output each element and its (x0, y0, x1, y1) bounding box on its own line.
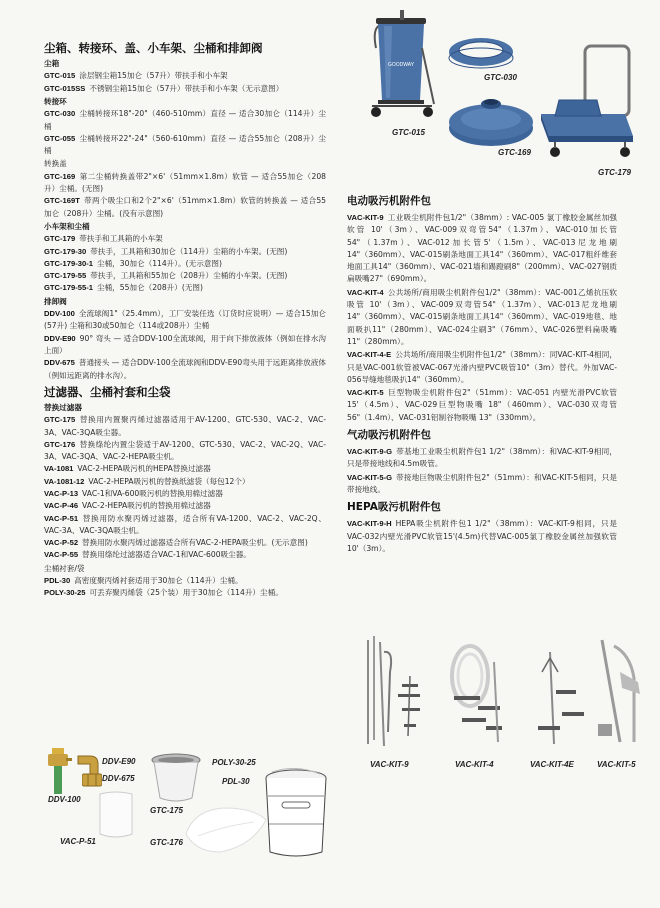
product-code: GTC-015 (44, 71, 76, 81)
product-item (44, 549, 326, 561)
product-code: POLY-30-25 (44, 588, 86, 598)
product-code: GTC-015SS (44, 83, 86, 93)
product-code: GTC-179-55 (44, 271, 87, 281)
kit-item (347, 446, 617, 471)
product-code: GTC-175 (44, 415, 76, 425)
kit-code: VAC-KIT-4-E (347, 350, 392, 360)
product-item (44, 463, 326, 475)
kit-item (347, 387, 617, 424)
kit-code: VAC-KIT-4 (347, 287, 384, 297)
product-description: 替换绦纶内置尘袋适于AV-1200、GTC-530、VAC-2、VAC-2Q、VAC-3A、VAC-3QA、VAC-2-HEPA吸尘机。 (44, 439, 326, 462)
product-description: 高密度聚丙烯衬套适用于30加仑（114升）尘桶。 (74, 576, 243, 586)
pp-filter-image (96, 790, 136, 840)
product-code: GTC-169 (44, 171, 76, 181)
product-code: VA-1081-12 (44, 476, 85, 486)
subsection-heading: 转换盖 (44, 159, 67, 169)
caption-gtc030: GTC-030 (484, 73, 517, 82)
vacuum-canister-image (362, 8, 442, 128)
caption-vac-kit-4e: VAC-KIT-4E (530, 760, 574, 769)
kit-code: VAC-KIT-9-H (347, 519, 392, 529)
caption-poly-30-25: POLY-30-25 (212, 758, 256, 767)
caption-ddv100: DDV-100 (48, 795, 81, 804)
product-code: VAC-P-51 (44, 513, 79, 523)
product-description: 可丢弃聚丙烯袋（25个装）用于30加仑（114升）尘桶。 (89, 588, 283, 598)
product-item (44, 308, 326, 333)
product-description: VAC-2-HEPA吸污机的HEPA替换过滤器 (77, 464, 211, 474)
cart-image (533, 40, 643, 170)
caption-ddv675: DDV-675 (102, 774, 135, 783)
adapter-ring-image (446, 32, 516, 74)
product-item (44, 575, 326, 587)
product-code: GTC-179-30-1 (44, 258, 93, 268)
product-description: 带扶手和工具箱的小车架 (79, 234, 163, 244)
subsection-heading: 尘箱 (44, 59, 60, 69)
product-code: GTC-179-55-1 (44, 283, 93, 293)
product-description: 涂层钢尘箱15加仑（57升）带扶手和小车架 (79, 71, 228, 81)
product-item (44, 537, 326, 549)
product-item (44, 70, 326, 82)
product-code: GTC-179 (44, 234, 76, 244)
subsection-heading: 排卸阀 (44, 296, 67, 306)
product-item (44, 171, 326, 196)
fitting-image (82, 772, 102, 788)
product-item (44, 83, 326, 95)
kit-item (347, 518, 617, 555)
kit-description: 工业吸尘机附件包1/2"（38mm）: VAC-005 氯丁橡胶金属丝加强软管 10'（3m）、VAC-009双弯管54"（1.37m）、VAC-010加长管54"（1.37m）、VAC-012加长管5'（1.5m）、VAC-013尼龙地刷14"（360mm）、VAC-015刷条地面工具14"（360mm）、VAC-017粗纤维套地面工具14"（360mm）、VAC-021墙和踢蹬刷8"（200mm）、VAC-027钢质扁吸嘴27"（690mm）。 (347, 213, 617, 284)
filter-image (150, 752, 202, 804)
section-title-filters: 过滤器、尘桶衬套和尘袋 (44, 384, 171, 399)
kit-item (347, 212, 617, 286)
kit-item (347, 472, 617, 497)
product-description: 不锈钢尘箱15加仑（57升）带扶手和小车架（无示意图） (89, 83, 284, 93)
left-sections (44, 58, 326, 382)
kit-description: 巨型物吸尘机附件包2"（51mm）：VAC-051 内壁光滑PVC软管15'（4.5m）、VAC-029巨型物吸嘴 18"（460mm）、VAC-030双弯管56"（1.4m）、VAC-031铝制谷物吸嘴 13"（330mm）。 (347, 388, 617, 422)
polyester-bag-image (184, 806, 268, 854)
product-description: 带扶手，工具箱和55加仑（208升）尘桶的小车架。(无图) (90, 271, 288, 281)
subsection-heading: 小车架和尘桶 (44, 221, 90, 231)
caption-gtc176: GTC-176 (150, 838, 183, 847)
subsection-heading: 尘桶衬套/袋 (44, 563, 85, 573)
product-description: 尘桶转接环18"-20"（460-510mm）直径 — 适合30加仑（114升）尘桶 (44, 109, 326, 131)
kit-item (347, 349, 617, 386)
caption-ddv-e90: DDV-E90 (102, 757, 136, 766)
product-item (44, 246, 326, 258)
kit-code: VAC-KIT-9 (347, 213, 384, 222)
caption-vac-p-51: VAC-P-51 (60, 837, 96, 846)
section-title-accessories: 尘箱、转接环、盖、小车架、尘桶和排卸阀 (44, 41, 263, 55)
product-description: 带扶手，工具箱和30加仑（114升）尘箱的小车架。(无图) (90, 246, 288, 256)
product-code: DDV-100 (44, 309, 75, 319)
product-item (44, 270, 326, 282)
kit-group-title: 电动吸污机附件包 (347, 195, 431, 207)
product-description: 尘桶，55加仑（208升）(无图) (96, 283, 203, 293)
kit-group-title: HEPA吸污机附件包 (347, 501, 441, 514)
product-code: VAC-P-46 (44, 501, 79, 511)
right-column (347, 190, 617, 556)
product-code: GTC-055 (44, 133, 76, 143)
product-item (44, 476, 326, 488)
product-item (44, 133, 326, 158)
product-item (44, 195, 326, 220)
accessory-kits-image (358, 632, 643, 762)
product-item (44, 233, 326, 245)
caption-pdl-30: PDL-30 (222, 777, 250, 786)
kit-code: VAC-KIT-9-G (347, 447, 392, 457)
kit-description: HEPA吸尘机附件包1 1/2"（38mm）：VAC-KIT-9相同，只是VAC-032内壁光滑PVC软管15'(4.5m)代替VAC-005氯丁橡胶金属丝加强软管10'（3m）。 (347, 519, 617, 553)
product-description: 90° 弯头 — 适合DDV-100全流球阀，用于向下排放液体（例如在排水沟上面） (44, 333, 326, 355)
caption-gtc169: GTC-169 (498, 148, 531, 157)
caption-gtc175: GTC-175 (150, 806, 183, 815)
caption-vac-kit-4: VAC-KIT-4 (455, 760, 494, 769)
left-column (44, 40, 326, 600)
kit-item (347, 287, 617, 348)
product-description: 替换用绦纶过滤器适合VAC-1和VAC-600吸尘器。 (82, 550, 251, 560)
cover-image (446, 92, 536, 150)
kit-code: VAC-KIT-5 (347, 388, 384, 398)
product-item (44, 258, 326, 270)
product-code: GTC-179-30 (44, 246, 87, 256)
product-item (44, 439, 326, 464)
kit-description: 带接地巨物吸尘机附件包2"（51mm）：和VAC-KIT-5相同，只是带接地线。 (347, 472, 617, 494)
product-item (44, 108, 326, 133)
product-item (44, 357, 326, 382)
product-description: 替换用内置聚丙烯过滤器适用于AV-1200、GTC-530、VAC-2、VAC-3A、VAC-3QA吸尘器。 (44, 415, 326, 437)
product-code: VAC-P-52 (44, 538, 79, 548)
left-sections-filters (44, 402, 326, 600)
product-description: 第二尘桶转换盖带2"×6'（51mm×1.8m）软管 — 适合55加仑（208升）尘桶。(无图) (44, 171, 326, 194)
drum-liner-image (262, 768, 330, 860)
product-description: VAC-2-HEPA吸污机的替换用棉过滤器 (82, 501, 211, 511)
product-code: DDV-E90 (44, 333, 76, 343)
product-item (44, 333, 326, 358)
subsection-heading: 转接环 (44, 96, 67, 106)
kit-description: 带基地工业吸尘机附件包1 1/2"（38mm）：和VAC-KIT-9相同，只是带接地线和4.5m吸管。 (347, 447, 617, 469)
product-code: VA-1081 (44, 464, 74, 474)
caption-vac-kit-9: VAC-KIT-9 (370, 760, 409, 769)
product-code: DDV-675 (44, 358, 75, 368)
caption-gtc179: GTC-179 (598, 168, 631, 177)
product-description: 全流球阀1"（25.4mm），工厂安装任选（订货时应说明）— 适合15加仑(57升) 尘箱和30或50加仑（114或208升）尘桶 (44, 309, 326, 331)
kit-code: VAC-KIT-5-G (347, 472, 392, 482)
caption-gtc015: GTC-015 (392, 128, 425, 137)
product-code: VAC-P-13 (44, 488, 79, 498)
product-description: 替换用防水聚丙烯过滤器适合所有VAC-2-HEPA吸尘机。(无示意图) (82, 538, 308, 548)
product-description: 尘桶，30加仑（114升）。(无示意图) (96, 258, 222, 268)
ball-valve-image (44, 748, 72, 796)
product-description: VAC-1和VA-600吸污机的替换用棉过滤器 (82, 488, 223, 498)
product-description: 尘桶转接环22"-24"（560-610mm）直径 — 适合55加仑（208升）尘桶 (44, 133, 326, 156)
product-item (44, 488, 326, 500)
product-code: GTC-169T (44, 196, 80, 206)
product-code: VAC-P-55 (44, 550, 79, 560)
product-description: 带两个吸尘口和2个2"×6'（51mm×1.8m）软管的转换盖 — 适合55加仑（208升）尘桶。(没有示意图) (44, 196, 326, 218)
product-description: 普通接头 — 适合DDV-100全流球阀和DDV-E90弯头用于远距离排放液体（例如远距离的排水沟）。 (44, 358, 326, 380)
kit-group-title: 气动吸污机附件包 (347, 429, 431, 442)
product-description: 替换用防水聚丙烯过滤器，适合所有VA-1200、VAC-2、VAC-2Q、VAC-3A、VAC-3QA吸尘机。 (44, 513, 326, 535)
product-item (44, 282, 326, 294)
product-item (44, 500, 326, 512)
caption-vac-kit-5: VAC-KIT-5 (597, 760, 636, 769)
product-item (44, 587, 326, 599)
product-description: VAC-2-HEPA吸污机的替换纸滤袋（每包12个） (88, 476, 250, 486)
product-code: PDL-30 (44, 576, 71, 586)
product-code: GTC-176 (44, 439, 76, 449)
brand-label: GOODWAY (388, 62, 415, 68)
kit-description: 公共场所/商用吸尘机附件包1/2"（38mm）：同VAC-KIT-4相同，只是VAC-001软管被VAC-067光滑内壁PVC吸管10"（3m）替代。外加VAC-056导缝地毯吸扒14"（360mm）。 (347, 350, 617, 384)
product-item (44, 414, 326, 439)
kit-description: 公共场所/商用吸尘机附件包1/2"（38mm）：VAC-001乙烯抗压软吸管 10'（3m）、VAC-009双弯管54"（1.37m）、VAC-013尼龙地刷14"（360mm）、VAC-015刷条地面工具14"（360mm）、VAC-019地毯、地面吸扒11"（280mm）、VAC-024尘刷3"（76mm）、VAC-026塑料扁吸嘴11"（280mm）。 (347, 287, 617, 346)
subsection-heading: 替换过滤器 (44, 402, 82, 412)
product-code: GTC-030 (44, 109, 76, 119)
product-item (44, 513, 326, 538)
